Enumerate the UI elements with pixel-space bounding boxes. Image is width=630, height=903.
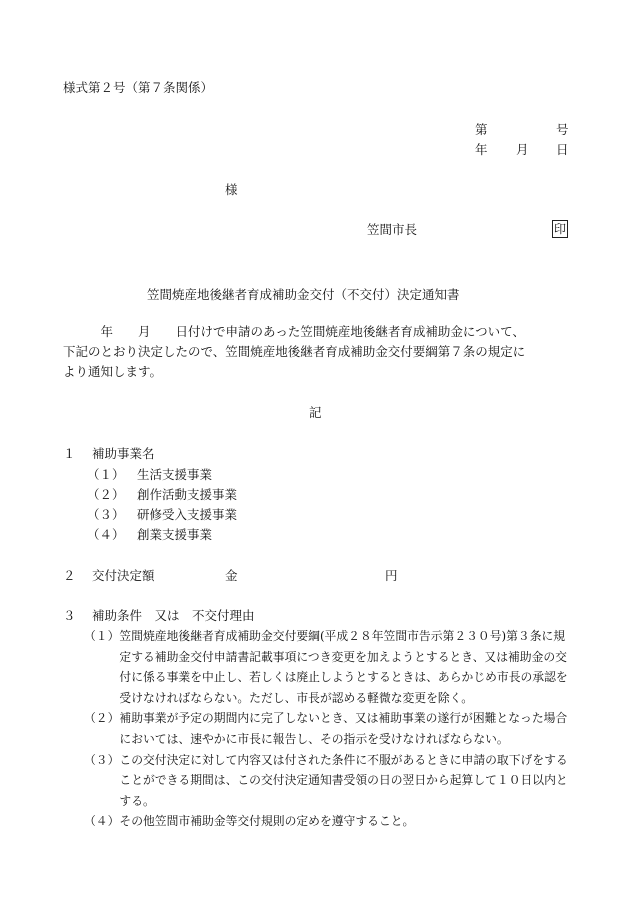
section-3-number: ３	[63, 608, 76, 623]
condition-2-number: （２）	[84, 711, 120, 726]
body-paragraph	[63, 322, 563, 382]
body-line-1: 年 月 日付けで申請のあった笠間焼産地後継者育成補助金について、	[88, 324, 525, 339]
form-reference: 様式第２号（第７条関係）	[63, 80, 214, 95]
document-number-go: 号	[556, 122, 569, 137]
condition-1-number: （１）	[84, 629, 120, 643]
condition-1	[84, 626, 576, 708]
addressee-suffix: 様	[225, 182, 238, 197]
amount-yen: 円	[385, 568, 398, 583]
date-day: 日	[556, 142, 569, 157]
condition-4-text: その他笠間市補助金等交付規則の定めを遵守すること。	[119, 814, 415, 829]
body-line-3: より通知します。	[63, 364, 163, 379]
project-item-4-label: 創業支援事業	[137, 527, 213, 542]
seal-mark: 印	[553, 222, 566, 236]
body-line-2: 下記のとおり決定したので、笠間焼産地後継者育成補助金交付要綱第７条の規定に	[63, 344, 526, 359]
date-year: 年	[475, 142, 488, 157]
date-month: 月	[516, 142, 529, 157]
condition-2-text: 補助事業が予定の期間内に完了しないとき、又は補助事業の遂行が困難となった場合においては、速やかに市長に報告し、その指示を受けなければならない。	[119, 711, 568, 746]
project-item-2-label: 創作活動支援事業	[137, 487, 238, 502]
project-item-3-label: 研修受入支援事業	[137, 507, 238, 522]
ki-heading: 記	[309, 405, 322, 420]
project-item-4-number: （４）	[87, 527, 125, 542]
condition-3-number: （３）	[84, 752, 120, 767]
document-title: 笠間焼産地後継者育成補助金交付（不交付）決定通知書	[147, 287, 460, 302]
condition-4	[84, 811, 576, 832]
document-number-dai: 第	[475, 122, 488, 137]
condition-3-text: この交付決定に対して内容又は付された条件に不服があるときに申請の取下げをすることができる期間は、この交付決定通知書受領の日の翌日から起算して１０日以内とする。	[119, 752, 568, 808]
project-item-3-number: （３）	[87, 507, 125, 522]
condition-4-number: （４）	[84, 814, 120, 829]
condition-2	[84, 708, 576, 749]
section-3-label: 補助条件 又は 不交付理由	[92, 608, 255, 623]
issuer-name: 笠間市長	[367, 222, 418, 237]
condition-1-text: 笠間焼産地後継者育成補助金交付要綱(平成２８年笠間市告示第２３０号)第３条に規定する補助金交付申請書記載事項につき変更を加えようとするとき、又は補助金の交付に係る事業を中止し、若しくは廃止しようとするときは、あらかじめ市長の承認を受けなければならない。ただし、市長が認める軽微な変更を除く。	[119, 629, 568, 705]
section-1-label: 補助事業名	[92, 446, 155, 461]
project-item-1-number: （１）	[87, 467, 125, 482]
amount-kin: 金	[225, 568, 238, 583]
project-item-1-label: 生活支援事業	[137, 467, 213, 482]
section-1-number: １	[63, 446, 76, 461]
section-2-label: 交付決定額	[92, 568, 155, 583]
conditions-list	[84, 626, 576, 832]
project-item-2-number: （２）	[87, 487, 125, 502]
section-2-number: ２	[63, 568, 76, 583]
condition-3	[84, 750, 576, 812]
